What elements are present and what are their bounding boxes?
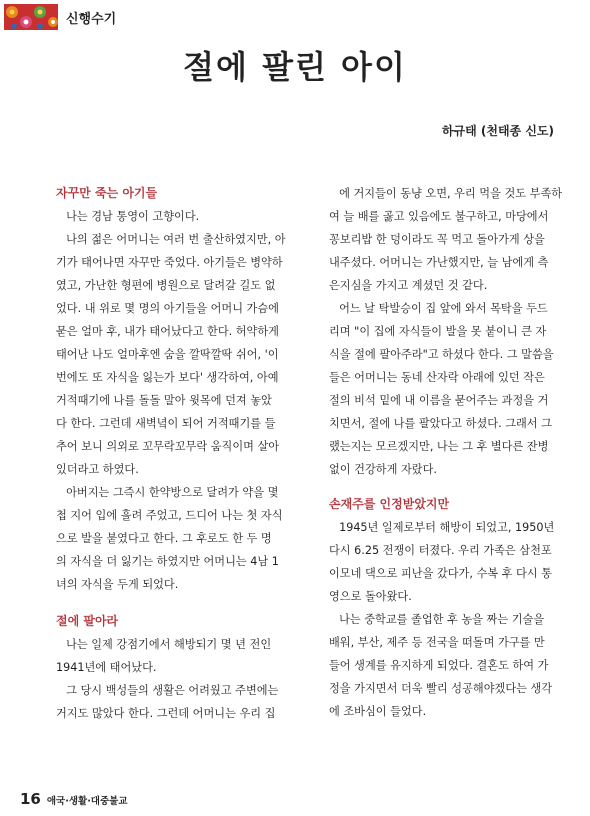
right-column <box>329 182 573 723</box>
page-number: 16 <box>20 790 41 808</box>
decorative-pattern-icon <box>4 4 58 30</box>
article-title: 절에 팔린 아이 <box>183 48 407 86</box>
paragraph: 나는 경남 통영이 고향이다. <box>66 210 200 223</box>
paragraph: 그 당시 백성들의 생활은 어려웠고 주변에는 거지도 많았다 한다. 그런데 어머니는 우리 집 <box>56 684 279 720</box>
section-heading: 절에 팔아라 <box>56 614 119 628</box>
article-author: 하규태 (천태종 신도) <box>441 124 554 138</box>
paragraph: 나는 중학교를 졸업한 후 농을 짜는 기술을 배워, 부산, 제주 등 전국을 떠돌며 가구를 만 들어 생계를 유지하게 되었다. 결혼도 하여 가 정을 가지면서 더욱 빨리 성공해야겠다는 생각 에 조바심이 들었다. <box>329 613 553 718</box>
paragraph: 나는 일제 강점기에서 해방되기 몇 년 전인 1941년에 태어났다. <box>56 638 272 674</box>
section-heading: 자꾸만 죽는 아기들 <box>56 186 158 200</box>
left-column <box>56 182 300 725</box>
section-heading: 손재주를 인정받았지만 <box>329 497 450 511</box>
section-label: 신행수기 <box>66 12 117 27</box>
paragraph: 나의 젊은 어머니는 여러 번 출산하였지만, 아 기가 태어나면 자꾸만 죽었다. 아기들은 병약하 였고, 가난한 형편에 병원으로 달려갈 길도 없 었다. 내 위로 몇 명의 아기들을 어머니 가슴에 묻은 얼마 후, 내가 태어났다고 한다. 허약하게 태어난 나도 얼마후엔 숨을 깔딱깔딱 쉬어, '이 번에도 또 자식을 잃는가 보다' 생각하여, 아예 거적때기에 나를 돌돌 말아 윗목에 던져 놓았 다 한다. 그런데 새벽녘이 되어 거적때기를 들 추어 보니 의외로 꼬무락꼬무락 움직이며 살아 있더라고 하였다. <box>56 233 286 476</box>
paragraph: 1945년 일제로부터 해방이 되었고, 1950년 다시 6.25 전쟁이 터졌다. 우리 가족은 삼천포 이모네 댁으로 피난을 갔다가, 수복 후 다시 통 영으로 돌아왔다. <box>329 521 555 603</box>
paragraph: 아버지는 그즉시 한약방으로 달려가 약을 몇 첩 지어 입에 흘려 주었고, 드디어 나는 첫 자식 으로 발을 붙였다고 한다. 그 후로도 한 두 명 의 자식을 더 잃기는 하였지만 어머니는 4남 1 녀의 자식을 두게 되었다. <box>56 486 283 591</box>
publication-name: 애국·생활·대중불교 <box>46 796 128 807</box>
paragraph: 어느 날 탁발승이 집 앞에 와서 목탁을 두드 리며 "이 집에 자식들이 발을 못 붙이니 큰 자 식을 절에 팔아주라"고 하셨다 한다. 그 말씀을 들은 어머니는 동네 산자락 아래에 있던 작은 절의 비석 밑에 내 이름을 묻어주는 과정을 거 치면서, 절에 나를 팔았다고 하셨다. 그래서 그 랬는지는 모르겠지만, 나는 그 후 별다른 잔병 없이 건강하게 자랐다. <box>329 302 554 476</box>
paragraph: 에 거지들이 동냥 오면, 우리 먹을 것도 부족하 여 늘 배를 곯고 있음에도 불구하고, 마당에서 꽁보리밥 한 덩이라도 꼭 먹고 돌아가게 상을 내주셨다. 어머니는 가난했지만, 늘 남에게 측 은지심을 가지고 계셨던 것 같다. <box>329 187 563 292</box>
page-footer <box>20 790 128 808</box>
